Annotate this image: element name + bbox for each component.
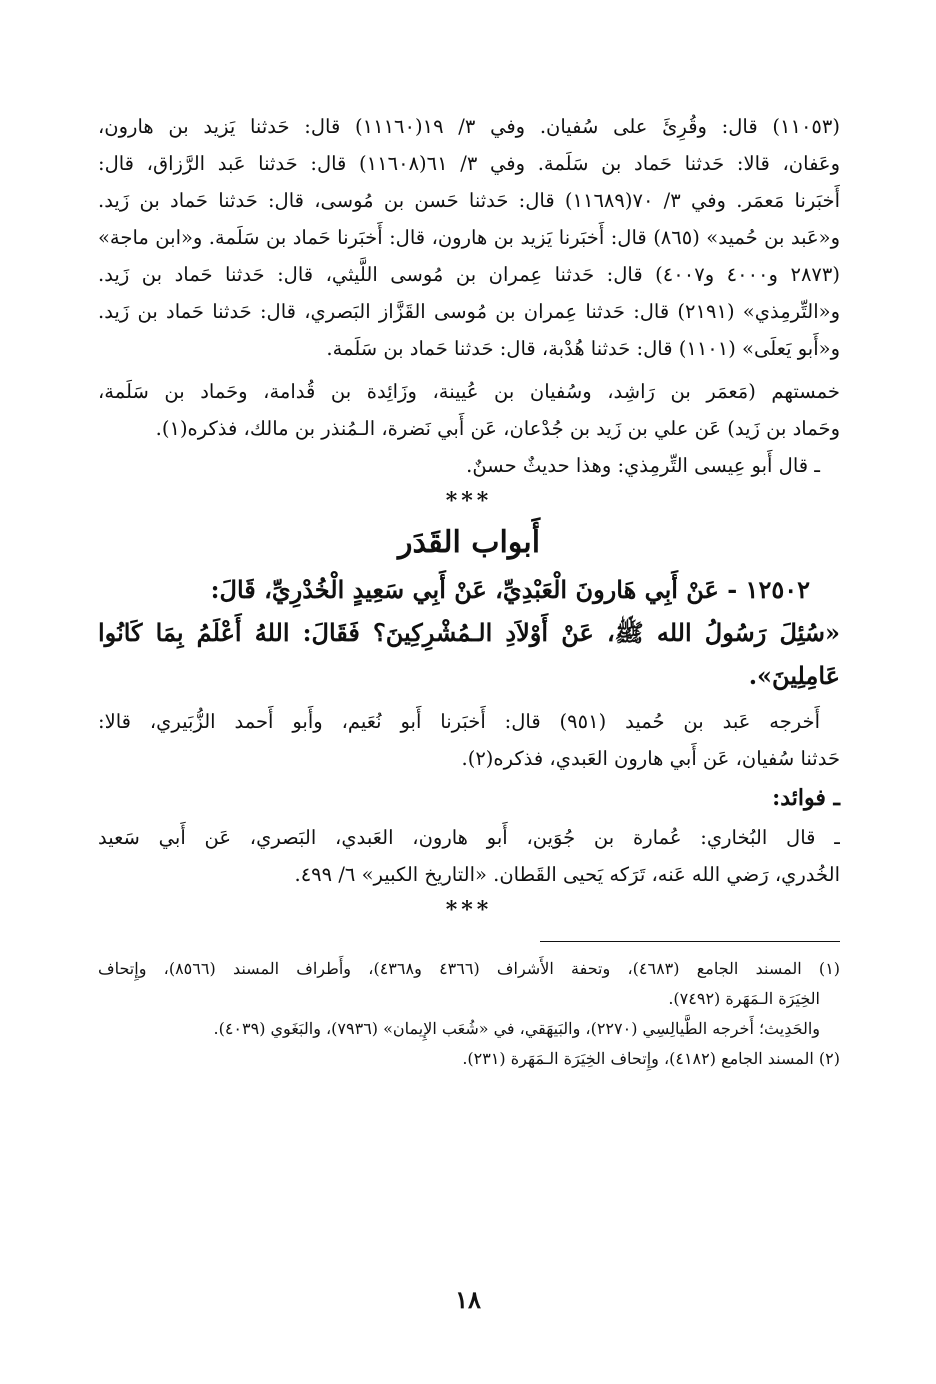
hadith-line: عَامِلِينَ».	[748, 661, 840, 690]
text-line: حَدثنا سُفيان، عَن أَبي هارون العَبدي، فذكره(٢).	[461, 747, 840, 770]
text-line: ـ قال البُخاري: عُمارة بن جُوَين، أَبو هارون، العَبدي، البَصري، عَن أَبي سَعيد	[98, 826, 840, 849]
text-line: أَخرجه عَبد بن حُميد (٩٥١) قال: أَخبَرنا أَبو نُعَيم، وأَبو أَحمد الزُّبَيري، قالا:	[98, 710, 820, 733]
footnote-divider	[540, 941, 840, 942]
text-line: (٢٨٧٣ و٤٠٠٠ و٤٠٠٧) قال: حَدثنا عِمران بن مُوسى اللَّيثي، قال: حَدثنا حَماد بن زَيد.	[98, 263, 840, 286]
tirmidhi-note: ـ قال أَبو عِيسى التِّرمِذي: وهذا حديثٌ حسنٌ.	[466, 454, 820, 477]
summary-paragraph	[98, 373, 840, 484]
text-line: أَخبَرنا مَعمَر. وفي ٣/ ٧٠(١١٦٨٩) قال: حَدثنا حَسن بن مُوسى، قال: حَدثنا حَماد بن زَيد.	[98, 189, 840, 212]
hadith-line: ١٢٥٠٢ - عَنْ أَبِي هَارونَ الْعَبْدِيِّ، عَنْ أَبِي سَعِيدٍ الْخُدْرِيِّ، قَالَ:	[210, 575, 810, 604]
footnote-line: الخِيَرَة الـمَهَرة (٧٤٩٢).	[668, 989, 820, 1008]
text-line: و«التِّرمِذي» (٢١٩١) قال: حَدثنا عِمران بن مُوسى القَزَّاز البَصري، قال: حَدثنا حَماد بن زَيد.	[98, 300, 840, 323]
footnote-line: (٢) المسند الجامع (٤١٨٢)، وإِتحاف الخِيَرَة الـمَهَرة (٢٣١).	[462, 1049, 840, 1068]
text-line: و«عَبد بن حُميد» (٨٦٥) قال: أَخبَرنا يَزيد بن هارون، قال: أَخبَرنا حَماد بن سَلَمة. و«ابن ماجة»	[98, 226, 840, 249]
fawaid-paragraph	[98, 819, 840, 893]
section-separator: ***	[445, 897, 493, 923]
footnote-line: والحَدِيث؛ أَخرجه الطَّيالِسِي (٢٢٧٠)، والبَيهَقي، في «شُعَب الإِيمان» (٧٩٣٦)، والبَغَوي (٤٠٣٩).	[213, 1019, 820, 1038]
text-line: وعَفان، قالا: حَدثنا حَماد بن سَلَمة. وفي ٣/ ٦١(١١٦٠٨) قال: حَدثنا عَبد الرَّزاق، قال:	[98, 152, 840, 175]
hadith-line: «سُئِلَ رَسُولُ الله ﷺ، عَنْ أَوْلاَدِ الـمُشْرِكِينَ؟ فَقَالَ: اللهُ أَعْلَمُ بِمَا كَانُوا	[98, 618, 840, 647]
fawaid-heading: ـ فوائد:	[772, 785, 840, 811]
text-line: الخُدري، رَضي الله عَنه، تَرَكه يَحيى القَطان. «التاريخ الكبير» ٦/ ٤٩٩.	[294, 863, 840, 886]
text-line: (١١٠٥٣) قال: وقُرِئَ على سُفيان. وفي ٣/ ١٩(١١١٦٠) قال: حَدثنا يَزيد بن هارون،	[98, 115, 840, 138]
page-number: ١٨	[455, 1285, 481, 1314]
section-separator: ***	[445, 488, 493, 514]
footnotes	[98, 941, 840, 1074]
footnote-line: (١) المسند الجامع (٤٦٨٣)، وتحفة الأَشراف (٤٣٦٦ و٤٣٦٨)، وأَطراف المسند (٨٥٦٦)، وإِتحاف	[98, 959, 840, 978]
hadith-text	[98, 568, 840, 697]
document-page	[98, 108, 840, 1344]
text-line: وحَماد بن زَيد) عَن علي بن زَيد بن جُدْعان، عَن أَبي نَضرة، الـمُنذر بن مالك، فذكره(١).	[155, 417, 840, 440]
takhrij-paragraph	[98, 703, 840, 777]
intro-paragraph	[98, 108, 840, 367]
text-line: و«أَبو يَعلَى» (١١٠١) قال: حَدثنا هُدْبة، قال: حَدثنا حَماد بن سَلَمة.	[326, 337, 840, 360]
text-line: خمستهم (مَعمَر بن رَاشِد، وسُفيان بن عُيينة، وزَائِدة بن قُدامة، وحَماد بن سَلَمة،	[98, 380, 840, 403]
section-title: أَبواب القَدَر	[397, 525, 541, 560]
